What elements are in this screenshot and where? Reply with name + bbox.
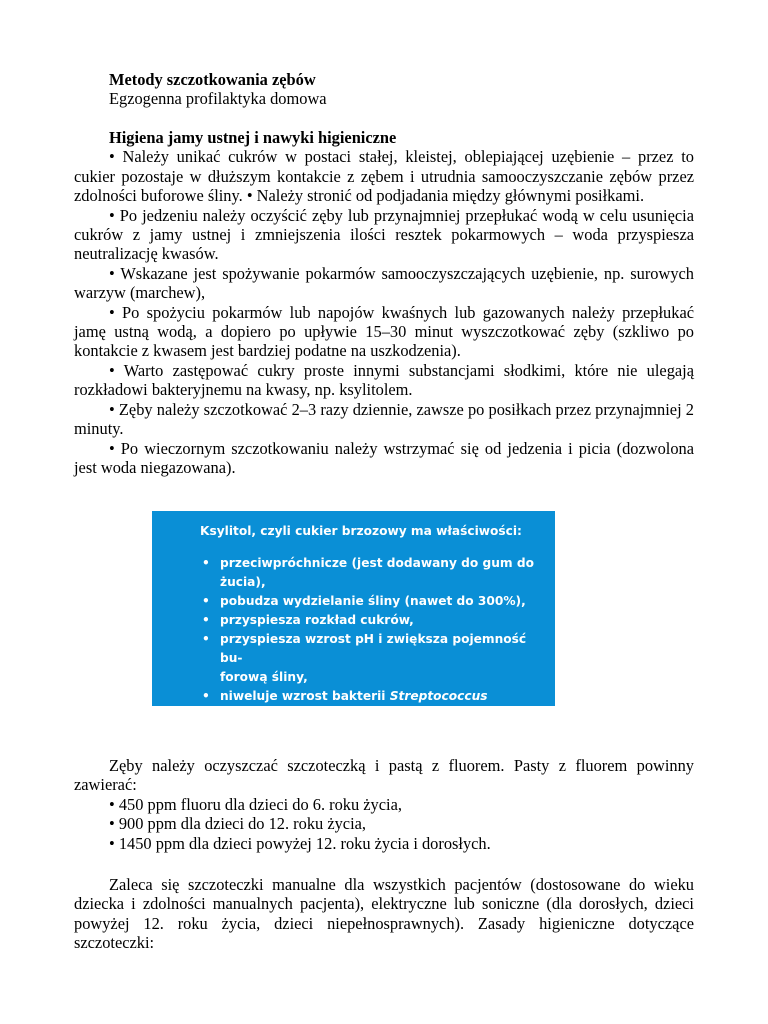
info-box-list (200, 554, 547, 744)
list-item: • pobudza wydzielanie śliny (nawet do 300%), (220, 592, 547, 611)
fluoride-list (74, 795, 694, 853)
paragraph: • Po spożyciu pokarmów lub napojów kwaśnych lub gazowanych należy przepłukać jamę ustną wodą, a dopiero po upływie 15‒30 minut wyszczotkować zęby (szkliwo po kontakcie z kwasem jest bardziej podatne na uszkodzenia). (74, 302, 694, 361)
info-box-title: Ksylitol, czyli cukier brzozowy ma właściwości: (200, 524, 522, 538)
list-item-line: które żyją tylko w zakwaszonej płytce. (220, 727, 485, 741)
toothbrush-section (74, 875, 694, 953)
xylitol-info-box (152, 511, 555, 741)
paragraph: Zaleca się szczoteczki manualne dla wszystkich pacjentów (dostosowane do wieku dziecka i zdolności manualnych pacjenta), elektryczne lub soniczne (dla dorosłych, dzieci powyżej 12. roku życia, dzieci niepełnosprawnych). Zasady higieniczne dotyczące szczoteczki: (74, 875, 694, 953)
list-item: • 1450 ppm dla dzieci powyżej 12. roku życia i dorosłych. (109, 833, 491, 853)
list-item (220, 630, 547, 687)
list-item-line: • przyspiesza wzrost pH i zwiększa pojemność bu- (220, 632, 527, 665)
paragraph: • Warto zastępować cukry proste innymi substancjami słodkimi, które nie ulegają rozkładowi bakteryjnemu na kwasy, np. ksylitolem. (74, 360, 694, 400)
section-title: Higiena jamy ustnej i nawyki higieniczne (109, 128, 397, 147)
document-subtitle: Egzogenna profilaktyka domowa (109, 89, 327, 109)
paragraph: • Wskazane jest spożywanie pokarmów samooczyszczających uzębienie, np. surowych warzyw (marchew), (74, 263, 694, 303)
list-item: • 450 ppm fluoru dla dzieci do 6. roku życia, (109, 794, 402, 814)
hygiene-section (74, 128, 694, 477)
paragraph: • Po wieczornym szczotkowaniu należy wstrzymać się od jedzenia i picia (dozwolona jest woda niegazowana). (74, 438, 694, 477)
list-item-text: niweluje wzrost bakterii (220, 689, 390, 703)
list-item: • 900 ppm dla dzieci do 12. roku życia, (109, 814, 366, 834)
fluoride-section (74, 756, 694, 853)
paragraph: • Należy unikać cukrów w postaci stałej, kleistej, oblepiającej uzębienie – przez to cukier pozostaje w dłuższym kontakcie z zębem i utrudnia samooczyszczanie zębów przez zdolności buforowe śliny. • Należy stronić od podjadania między głównymi posiłkami. (74, 147, 694, 206)
paragraph: Zęby należy oczyszczać szczoteczką i pastą z fluorem. Pasty z fluorem powinny zawierać: (74, 756, 694, 795)
list-item-line (220, 687, 547, 725)
list-item-line: forową śliny, (220, 670, 308, 684)
document-title: Metody szczotkowania zębów (109, 70, 316, 89)
list-item-text: , (271, 708, 276, 722)
list-item: • przeciwpróchnicze (jest dodawany do gum do żucia), (220, 554, 547, 592)
list-item: • przyspiesza rozkład cukrów, (220, 611, 547, 630)
document-header (109, 70, 694, 109)
paragraph: • Zęby należy szczotkować 2‒3 razy dziennie, zawsze po posiłkach przez przynajmniej 2 minuty. (74, 399, 694, 439)
bacteria-name: Streptococcus mutans (220, 689, 488, 722)
paragraph: • Po jedzeniu należy oczyścić zęby lub przynajmniej przepłukać wodą w celu usunięcia cukrów z jamy ustnej i zmniejszenia ilości resztek pokarmowych – woda przyspiesza neutralizację kwasów. (74, 205, 694, 264)
list-item (220, 687, 547, 744)
